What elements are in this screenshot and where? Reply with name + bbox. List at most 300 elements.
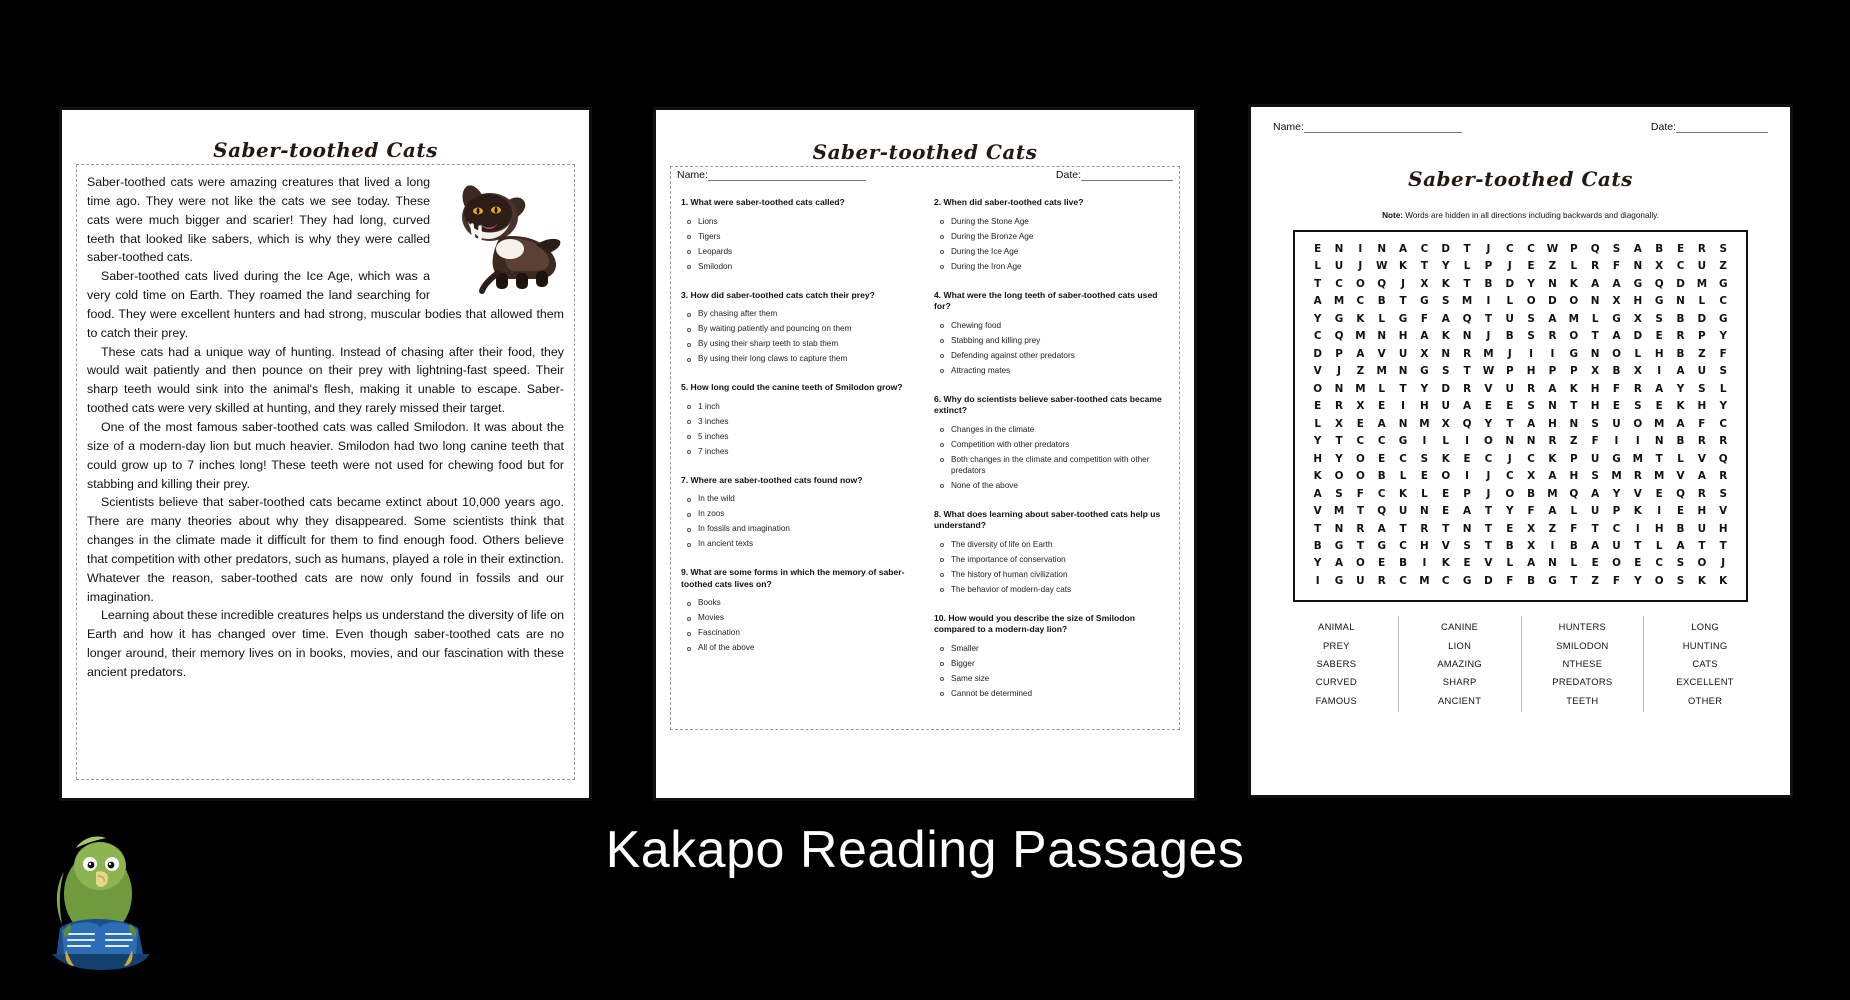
wordsearch-letter[interactable]: Q (1718, 452, 1728, 465)
wordsearch-letter[interactable]: T (1314, 522, 1322, 535)
wordsearch-letter[interactable]: U (1398, 505, 1408, 518)
wordsearch-letter[interactable]: S (1676, 557, 1685, 570)
wordsearch-letter[interactable]: B (1527, 574, 1536, 587)
wordsearch-letter[interactable]: I (1635, 522, 1640, 535)
wordsearch-letter[interactable]: G (1612, 312, 1621, 325)
wordsearch-letter[interactable]: C (1377, 435, 1386, 448)
wordsearch-letter[interactable]: L (1506, 295, 1514, 308)
wordsearch-letter[interactable]: U (1612, 539, 1621, 552)
wordsearch-letter[interactable]: Y (1335, 452, 1343, 465)
wordsearch-letter[interactable]: R (1697, 487, 1706, 500)
wordsearch-letter[interactable]: R (1591, 260, 1600, 273)
worksheet-page-questions[interactable] (653, 107, 1197, 801)
radio-circle-icon[interactable] (687, 543, 691, 547)
wordsearch-letter[interactable]: M (1654, 470, 1665, 483)
wordsearch-letter[interactable]: C (1719, 295, 1728, 308)
wordsearch-letter[interactable]: I (1422, 435, 1427, 448)
wordsearch-letter[interactable]: D (1441, 243, 1451, 255)
wordsearch-letter[interactable]: L (1655, 539, 1663, 552)
wordsearch-letter[interactable]: T (1634, 539, 1642, 552)
wordsearch-letter[interactable]: O (1526, 295, 1536, 308)
wordsearch-letter[interactable]: S (1612, 243, 1621, 255)
radio-circle-icon[interactable] (940, 428, 944, 432)
wordsearch-letter[interactable]: A (1591, 277, 1600, 290)
wordsearch-letter[interactable]: T (1484, 505, 1492, 518)
wordsearch-letter[interactable]: L (1314, 260, 1321, 273)
radio-circle-icon[interactable] (687, 405, 691, 409)
wordsearch-letter[interactable]: N (1633, 260, 1643, 273)
wordsearch-letter[interactable]: E (1442, 505, 1450, 518)
wordsearch-letter[interactable]: T (1314, 277, 1322, 290)
wordsearch-letter[interactable]: N (1377, 330, 1387, 343)
wordsearch-letter[interactable]: R (1377, 574, 1386, 587)
wordsearch-letter[interactable]: U (1590, 452, 1600, 465)
wordsearch-letter[interactable]: G (1633, 277, 1643, 290)
wordsearch-letter[interactable]: Y (1313, 435, 1322, 448)
radio-circle-icon[interactable] (687, 420, 691, 424)
wordsearch-letter[interactable]: R (1633, 470, 1642, 483)
wordsearch-letter[interactable]: U (1505, 312, 1514, 325)
wordsearch-letter[interactable]: E (1655, 487, 1663, 500)
wordsearch-letter[interactable]: A (1612, 277, 1621, 290)
wordsearch-letter[interactable]: A (1377, 417, 1386, 430)
wordsearch-letter[interactable]: T (1463, 365, 1471, 378)
wordsearch-letter[interactable]: F (1698, 417, 1706, 430)
wordsearch-letter[interactable]: M (1333, 505, 1345, 518)
wordsearch-letter[interactable]: N (1462, 522, 1472, 535)
wordsearch-letter[interactable]: J (1337, 365, 1341, 378)
wordsearch-letter[interactable]: M (1632, 452, 1643, 465)
page3-date-blank[interactable] (1676, 123, 1768, 133)
radio-circle-icon[interactable] (687, 343, 691, 347)
answer-option[interactable] (681, 539, 918, 550)
wordsearch-letter[interactable]: K (1441, 557, 1450, 570)
wordsearch-letter[interactable]: F (1719, 347, 1727, 360)
wordsearch-letter[interactable]: C (1527, 452, 1535, 465)
wordsearch-letter[interactable]: T (1506, 417, 1514, 430)
wordsearch-letter[interactable]: V (1441, 539, 1450, 552)
wordsearch-letter[interactable]: L (1570, 260, 1578, 273)
wordsearch-letter[interactable]: A (1463, 400, 1472, 413)
wordsearch-letter[interactable]: G (1718, 312, 1728, 325)
answer-option[interactable] (681, 447, 918, 458)
wordsearch-letter[interactable]: L (1570, 505, 1578, 518)
wordsearch-letter[interactable]: Z (1698, 347, 1706, 360)
wordsearch-letter[interactable]: F (1570, 522, 1578, 535)
wordsearch-letter[interactable]: R (1548, 330, 1557, 343)
wordsearch-letter[interactable]: Z (1591, 574, 1599, 587)
wordsearch-letter[interactable]: S (1634, 400, 1642, 413)
wordsearch-letter[interactable]: C (1441, 574, 1450, 587)
wordsearch-letter[interactable]: R (1420, 522, 1429, 535)
wordsearch-letter[interactable]: D (1697, 312, 1707, 325)
wordsearch-letter[interactable]: B (1484, 277, 1493, 290)
wordsearch-letter[interactable]: E (1314, 243, 1322, 255)
wordsearch-letter[interactable]: H (1697, 505, 1707, 518)
wordsearch-letter[interactable]: M (1355, 330, 1366, 343)
radio-circle-icon[interactable] (687, 602, 691, 606)
wordsearch-letter[interactable]: I (1550, 347, 1555, 360)
wordsearch-letter[interactable]: H (1633, 295, 1643, 308)
wordsearch-letter[interactable]: D (1676, 277, 1685, 290)
wordsearch-letter[interactable]: I (1635, 435, 1640, 448)
wordsearch-letter[interactable]: D (1505, 277, 1515, 290)
answer-option[interactable] (681, 217, 918, 228)
wordsearch-letter[interactable]: L (1378, 382, 1386, 395)
wordsearch-letter[interactable]: S (1591, 470, 1599, 483)
answer-option[interactable] (934, 247, 1171, 258)
wordsearch-letter[interactable]: A (1548, 382, 1557, 395)
answer-option[interactable] (934, 336, 1171, 347)
wordsearch-letter[interactable]: R (1697, 243, 1706, 255)
wordsearch-letter[interactable]: F (1527, 505, 1535, 518)
wordsearch-letter[interactable]: O (1313, 382, 1323, 395)
wordsearch-letter[interactable]: U (1697, 365, 1707, 378)
answer-option[interactable] (934, 366, 1171, 377)
radio-circle-icon[interactable] (940, 265, 944, 269)
answer-option[interactable] (934, 232, 1171, 243)
wordsearch-letter[interactable]: M (1696, 277, 1708, 290)
wordsearch-letter[interactable]: X (1655, 260, 1664, 273)
wordsearch-letter[interactable]: P (1612, 505, 1621, 518)
wordsearch-letter[interactable]: E (1506, 522, 1514, 535)
wordsearch-letter[interactable]: C (1505, 243, 1514, 255)
wordsearch-letter[interactable]: L (1399, 470, 1407, 483)
wordsearch-letter[interactable]: M (1568, 312, 1579, 325)
wordsearch-letter[interactable]: H (1654, 522, 1664, 535)
wordsearch-letter[interactable]: U (1398, 347, 1408, 360)
wordsearch-letter[interactable]: T (1570, 574, 1578, 587)
wordsearch-letter[interactable]: C (1655, 557, 1663, 570)
wordsearch-letter[interactable]: T (1335, 435, 1343, 448)
wordsearch-letter[interactable]: J (1507, 260, 1512, 273)
wordsearch-letter[interactable]: U (1505, 382, 1514, 395)
wordsearch-letter[interactable]: U (1697, 260, 1707, 273)
wordsearch-letter[interactable]: N (1590, 295, 1600, 308)
wordsearch-letter[interactable]: M (1547, 487, 1558, 500)
page3-date-field[interactable] (1651, 121, 1768, 133)
radio-circle-icon[interactable] (940, 220, 944, 224)
answer-option[interactable] (934, 674, 1171, 685)
worksheet-page-passage[interactable] (59, 107, 592, 801)
wordsearch-letter[interactable]: B (1569, 539, 1578, 552)
wordsearch-letter[interactable]: C (1399, 574, 1407, 587)
radio-circle-icon[interactable] (687, 528, 691, 532)
wordsearch-letter[interactable]: C (1335, 277, 1343, 290)
wordsearch-letter[interactable]: P (1548, 365, 1557, 378)
wordsearch-letter[interactable]: L (1442, 435, 1450, 448)
wordsearch-letter[interactable]: K (1399, 260, 1408, 273)
radio-circle-icon[interactable] (687, 358, 691, 362)
wordsearch-letter[interactable]: Q (1676, 487, 1685, 500)
wordsearch-letter[interactable]: X (1612, 295, 1621, 308)
wordsearch-grid[interactable] (1293, 230, 1748, 602)
wordsearch-letter[interactable]: A (1399, 243, 1408, 255)
radio-circle-icon[interactable] (940, 250, 944, 254)
wordsearch-letter[interactable]: A (1633, 243, 1642, 255)
wordsearch-letter[interactable]: R (1719, 470, 1728, 483)
wordsearch-letter[interactable]: C (1719, 417, 1728, 430)
answer-option[interactable] (681, 613, 918, 624)
wordsearch-letter[interactable]: R (1548, 435, 1557, 448)
wordsearch-letter[interactable]: K (1441, 330, 1450, 343)
wordsearch-letter[interactable]: C (1313, 330, 1322, 343)
wordsearch-letter[interactable]: G (1398, 312, 1408, 325)
wordsearch-letter[interactable]: I (1550, 539, 1555, 552)
answer-option[interactable] (681, 247, 918, 258)
wordsearch-letter[interactable]: E (1378, 400, 1386, 413)
wordsearch-letter[interactable]: G (1377, 539, 1386, 552)
wordsearch-letter[interactable]: I (1657, 505, 1662, 518)
answer-option[interactable] (934, 540, 1171, 551)
wordsearch-letter[interactable]: J (1486, 243, 1491, 255)
wordsearch-letter[interactable]: Y (1420, 382, 1429, 395)
wordsearch-letter[interactable]: H (1590, 400, 1600, 413)
answer-option[interactable] (934, 440, 1171, 451)
wordsearch-letter[interactable]: K (1719, 574, 1728, 587)
wordsearch-letter[interactable]: O (1633, 417, 1643, 430)
wordsearch-letter[interactable]: C (1356, 295, 1365, 308)
wordsearch-letter[interactable]: O (1355, 277, 1365, 290)
answer-option[interactable] (681, 309, 918, 320)
wordsearch-letter[interactable]: J (1507, 347, 1512, 360)
radio-circle-icon[interactable] (687, 617, 691, 621)
wordsearch-letter[interactable]: E (1314, 400, 1322, 413)
wordsearch-letter[interactable]: V (1676, 470, 1685, 483)
wordsearch-letter[interactable]: C (1527, 243, 1535, 255)
wordsearch-letter[interactable]: M (1376, 365, 1387, 378)
answer-option[interactable] (681, 417, 918, 428)
wordsearch-letter[interactable]: T (1719, 539, 1727, 552)
wordsearch-letter[interactable]: F (1356, 487, 1364, 500)
answer-option[interactable] (934, 425, 1171, 436)
wordsearch-letter[interactable]: Q (1334, 330, 1344, 343)
wordsearch-letter[interactable]: S (1527, 330, 1535, 343)
wordsearch-letter[interactable]: U (1441, 400, 1450, 413)
wordsearch-letter[interactable]: R (1335, 400, 1344, 413)
wordsearch-letter[interactable]: B (1505, 330, 1514, 343)
wordsearch-letter[interactable]: Z (1356, 365, 1365, 378)
wordsearch-letter[interactable]: H (1718, 522, 1728, 535)
wordsearch-letter[interactable]: B (1377, 470, 1386, 483)
wordsearch-letter[interactable]: D (1548, 295, 1557, 308)
wordsearch-letter[interactable]: I (1529, 347, 1534, 360)
wordsearch-letter[interactable]: R (1527, 382, 1536, 395)
wordsearch-letter[interactable]: K (1313, 470, 1322, 483)
answer-option[interactable] (934, 689, 1171, 700)
answer-option[interactable] (934, 570, 1171, 581)
wordsearch-letter[interactable]: Y (1484, 417, 1493, 430)
wordsearch-letter[interactable]: I (1422, 557, 1427, 570)
wordsearch-letter[interactable]: B (1612, 365, 1621, 378)
wordsearch-letter[interactable]: B (1676, 347, 1685, 360)
wordsearch-letter[interactable]: E (1612, 400, 1621, 413)
answer-option[interactable] (934, 659, 1171, 670)
wordsearch-letter[interactable]: E (1378, 557, 1386, 570)
radio-circle-icon[interactable] (940, 647, 944, 651)
wordsearch-letter[interactable]: G (1654, 295, 1664, 308)
wordsearch-letter[interactable]: A (1527, 417, 1536, 430)
wordsearch-letter[interactable]: X (1591, 365, 1600, 378)
wordsearch-letter[interactable]: A (1334, 557, 1344, 570)
wordsearch-letter[interactable]: D (1484, 574, 1493, 587)
radio-circle-icon[interactable] (687, 450, 691, 454)
wordsearch-letter[interactable]: A (1612, 330, 1621, 343)
wordsearch-letter[interactable]: N (1420, 505, 1429, 518)
answer-option[interactable] (681, 232, 918, 243)
wordsearch-letter[interactable]: P (1698, 330, 1706, 343)
wordsearch-letter[interactable]: M (1483, 347, 1494, 360)
wordsearch-letter[interactable]: R (1463, 382, 1472, 395)
wordsearch-letter[interactable]: O (1355, 452, 1365, 465)
wordsearch-letter[interactable]: N (1548, 557, 1557, 570)
wordsearch-letter[interactable]: T (1399, 295, 1407, 308)
wordsearch-letter[interactable]: A (1591, 539, 1600, 552)
wordsearch-letter[interactable]: Q (1462, 312, 1472, 325)
wordsearch-letter[interactable]: C (1484, 452, 1493, 465)
wordsearch-letter[interactable]: O (1334, 470, 1344, 483)
wordsearch-letter[interactable]: F (1612, 260, 1621, 273)
wordsearch-letter[interactable]: R (1633, 382, 1642, 395)
wordsearch-letter[interactable]: V (1697, 452, 1706, 465)
radio-circle-icon[interactable] (687, 435, 691, 439)
wordsearch-letter[interactable]: E (1591, 557, 1599, 570)
radio-circle-icon[interactable] (940, 662, 944, 666)
wordsearch-letter[interactable]: P (1484, 260, 1493, 273)
wordsearch-letter[interactable]: H (1398, 330, 1408, 343)
wordsearch-letter[interactable]: L (1677, 452, 1684, 465)
wordsearch-letter[interactable]: E (1463, 557, 1471, 570)
wordsearch-letter[interactable]: A (1527, 557, 1536, 570)
radio-circle-icon[interactable] (940, 573, 944, 577)
answer-option[interactable] (681, 324, 918, 335)
wordsearch-letter[interactable]: R (1697, 435, 1706, 448)
wordsearch-letter[interactable]: K (1697, 574, 1706, 587)
wordsearch-letter[interactable]: F (1506, 574, 1514, 587)
answer-option[interactable] (681, 598, 918, 609)
wordsearch-letter[interactable]: A (1313, 487, 1322, 500)
wordsearch-letter[interactable]: I (1486, 295, 1491, 308)
wordsearch-letter[interactable]: I (1358, 243, 1363, 255)
wordsearch-letter[interactable]: V (1313, 505, 1322, 518)
wordsearch-letter[interactable]: K (1441, 452, 1450, 465)
wordsearch-letter[interactable]: O (1441, 470, 1451, 483)
wordsearch-letter[interactable]: O (1612, 347, 1621, 360)
wordsearch-letter[interactable]: S (1655, 312, 1663, 325)
answer-option[interactable] (681, 509, 918, 520)
radio-circle-icon[interactable] (687, 328, 691, 332)
wordsearch-letter[interactable]: G (1718, 277, 1728, 290)
wordsearch-letter[interactable]: X (1527, 522, 1536, 535)
wordsearch-letter[interactable]: N (1334, 522, 1344, 535)
wordsearch-letter[interactable]: E (1356, 417, 1364, 430)
wordsearch-letter[interactable]: S (1719, 365, 1727, 378)
wordsearch-letter[interactable]: Y (1441, 260, 1450, 273)
wordsearch-letter[interactable]: N (1676, 295, 1685, 308)
radio-circle-icon[interactable] (940, 692, 944, 696)
wordsearch-letter[interactable]: E (1676, 243, 1685, 255)
wordsearch-letter[interactable]: F (1420, 312, 1428, 325)
wordsearch-letter[interactable]: Z (1548, 260, 1557, 273)
wordsearch-letter[interactable]: T (1484, 539, 1492, 552)
radio-circle-icon[interactable] (940, 543, 944, 547)
wordsearch-letter[interactable]: Y (1612, 487, 1621, 500)
wordsearch-letter[interactable]: E (1484, 400, 1492, 413)
wordsearch-letter[interactable]: Z (1719, 260, 1727, 273)
wordsearch-letter[interactable]: S (1527, 400, 1535, 413)
wordsearch-letter[interactable]: O (1697, 557, 1707, 570)
wordsearch-letter[interactable]: S (1719, 487, 1727, 500)
wordsearch-letter[interactable]: N (1590, 347, 1600, 360)
wordsearch-letter[interactable]: J (1486, 470, 1491, 483)
wordsearch-letter[interactable]: O (1654, 574, 1664, 587)
answer-option[interactable] (934, 481, 1171, 492)
wordsearch-letter[interactable]: H (1526, 365, 1536, 378)
wordsearch-letter[interactable]: A (1591, 487, 1600, 500)
page2-name-blank[interactable] (708, 171, 866, 181)
wordsearch-letter[interactable]: Y (1676, 382, 1685, 395)
wordsearch-letter[interactable]: T (1399, 382, 1407, 395)
wordsearch-letter[interactable]: R (1719, 435, 1728, 448)
wordsearch-letter[interactable]: G (1334, 539, 1344, 552)
wordsearch-letter[interactable]: T (1655, 452, 1663, 465)
radio-circle-icon[interactable] (687, 250, 691, 254)
wordsearch-letter[interactable]: N (1548, 277, 1557, 290)
wordsearch-letter[interactable]: G (1569, 347, 1579, 360)
wordsearch-letter[interactable]: M (1419, 417, 1430, 430)
wordsearch-letter[interactable]: E (1634, 557, 1642, 570)
wordsearch-letter[interactable]: A (1697, 470, 1706, 483)
wordsearch-letter[interactable]: L (1698, 295, 1706, 308)
page3-name-blank[interactable] (1304, 123, 1462, 133)
answer-option[interactable] (681, 432, 918, 443)
wordsearch-letter[interactable]: G (1462, 574, 1472, 587)
wordsearch-letter[interactable]: A (1441, 312, 1450, 325)
wordsearch-letter[interactable]: O (1355, 470, 1365, 483)
wordsearch-letter[interactable]: T (1484, 312, 1492, 325)
wordsearch-letter[interactable]: G (1334, 574, 1344, 587)
wordsearch-letter[interactable]: S (1719, 243, 1727, 255)
wordsearch-letter[interactable]: C (1505, 470, 1514, 483)
wordsearch-letter[interactable]: Q (1569, 487, 1579, 500)
answer-option[interactable] (681, 402, 918, 413)
wordsearch-letter[interactable]: H (1697, 400, 1707, 413)
wordsearch-letter[interactable]: N (1377, 243, 1387, 255)
wordsearch-letter[interactable]: M (1355, 382, 1366, 395)
wordsearch-letter[interactable]: A (1676, 539, 1685, 552)
wordsearch-letter[interactable]: L (1378, 312, 1386, 325)
wordsearch-letter[interactable]: L (1463, 260, 1471, 273)
wordsearch-letter[interactable]: X (1633, 312, 1642, 325)
wordsearch-letter[interactable]: R (1356, 522, 1365, 535)
wordsearch-letter[interactable]: T (1442, 522, 1450, 535)
answer-option[interactable] (681, 262, 918, 273)
wordsearch-letter[interactable]: P (1569, 243, 1578, 255)
wordsearch-letter[interactable]: T (1399, 522, 1407, 535)
answer-option[interactable] (681, 494, 918, 505)
wordsearch-letter[interactable]: E (1655, 400, 1663, 413)
wordsearch-letter[interactable]: O (1505, 487, 1515, 500)
wordsearch-letter[interactable]: S (1591, 417, 1599, 430)
wordsearch-letter[interactable]: V (1484, 557, 1493, 570)
wordsearch-letter[interactable]: V (1719, 505, 1728, 518)
wordsearch-letter[interactable]: A (1548, 312, 1557, 325)
wordsearch-letter[interactable]: X (1335, 417, 1344, 430)
wordsearch-letter[interactable]: B (1505, 539, 1514, 552)
wordsearch-letter[interactable]: P (1335, 347, 1343, 360)
wordsearch-letter[interactable]: Y (1313, 557, 1322, 570)
answer-option[interactable] (934, 585, 1171, 596)
